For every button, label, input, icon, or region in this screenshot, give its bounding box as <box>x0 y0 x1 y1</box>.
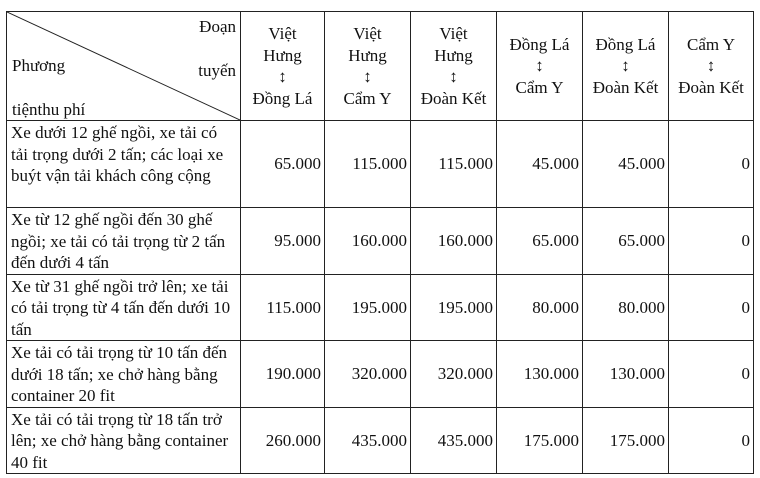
fee-cell: 320.000 <box>325 341 411 408</box>
fee-cell: 160.000 <box>325 208 411 275</box>
fee-cell: 0 <box>669 407 754 474</box>
fee-cell: 115.000 <box>241 274 325 341</box>
fee-cell: 115.000 <box>325 121 411 208</box>
corner-header-cell <box>7 12 241 121</box>
column-header-dong-la-cam-y <box>497 12 583 121</box>
header-text: Đồng Lá <box>252 88 313 108</box>
bidirectional-arrow-icon: ↕ <box>449 67 458 86</box>
table-row <box>7 341 754 408</box>
fee-cell: 435.000 <box>411 407 497 474</box>
bidirectional-arrow-icon: ↕ <box>278 67 287 86</box>
header-text: Việt <box>353 24 382 43</box>
table-row <box>7 274 754 341</box>
vehicle-type-cell: Xe tải có tải trọng từ 18 tấn trở lên; xe chở hàng bằng container 40 fit <box>7 407 241 474</box>
fee-cell: 195.000 <box>411 274 497 341</box>
header-text: Đoàn Kết <box>420 88 487 108</box>
route-axis-label <box>198 16 236 82</box>
fee-cell: 65.000 <box>241 121 325 208</box>
table-row <box>7 407 754 474</box>
fee-cell: 195.000 <box>325 274 411 341</box>
fee-cell: 130.000 <box>583 341 669 408</box>
header-text: Việt <box>268 24 297 43</box>
bidirectional-arrow-icon: ↕ <box>535 56 544 76</box>
fee-cell: 95.000 <box>241 208 325 275</box>
column-header-viet-hung-cam-y <box>325 12 411 121</box>
fee-cell: 45.000 <box>583 121 669 208</box>
vehicle-type-cell: Xe dưới 12 ghế ngồi, xe tải có tải trọng dưới 2 tấn; các loại xe buýt vận tải khách công cộng <box>7 121 241 208</box>
vehicle-type-cell: Xe từ 31 ghế ngồi trở lên; xe tải có tải trọng từ 4 tấn đến dưới 10 tấn <box>7 274 241 341</box>
header-text: Đoàn Kết <box>678 77 744 97</box>
header-text: Đồng Lá <box>595 34 656 54</box>
header-text: Cẩm Y <box>515 77 564 97</box>
fee-cell: 175.000 <box>497 407 583 474</box>
table-row <box>7 121 754 208</box>
vehicle-type-cell: Xe từ 12 ghế ngồi đến 30 ghế ngồi; xe tải có tải trọng từ 2 tấn đến dưới 4 tấn <box>7 208 241 275</box>
fee-cell: 0 <box>669 274 754 341</box>
fee-cell: 435.000 <box>325 407 411 474</box>
header-text: Hưng <box>434 45 473 65</box>
bidirectional-arrow-icon: ↕ <box>706 56 716 76</box>
fee-cell: 260.000 <box>241 407 325 474</box>
column-header-dong-la-doan-ket <box>583 12 669 121</box>
column-header-cam-y-doan-ket <box>669 12 754 121</box>
bidirectional-arrow-icon: ↕ <box>363 67 372 86</box>
vehicle-axis-label <box>12 55 85 121</box>
header-text: Hưng <box>348 45 387 65</box>
route-axis-line: tuyến <box>198 61 236 80</box>
fee-cell: 175.000 <box>583 407 669 474</box>
column-header-viet-hung-dong-la <box>241 12 325 121</box>
column-header-viet-hung-doan-ket <box>411 12 497 121</box>
fee-cell: 80.000 <box>583 274 669 341</box>
fee-cell: 0 <box>669 341 754 408</box>
vehicle-axis-line: tiệnthu phí <box>12 100 86 119</box>
header-text: Cẩm Y <box>343 88 392 108</box>
bidirectional-arrow-icon: ↕ <box>621 56 630 76</box>
fee-cell: 320.000 <box>411 341 497 408</box>
fee-cell: 45.000 <box>497 121 583 208</box>
route-axis-line: Đoạn <box>199 17 236 36</box>
fee-cell: 115.000 <box>411 121 497 208</box>
fee-cell: 160.000 <box>411 208 497 275</box>
table-row <box>7 208 754 275</box>
header-text: Việt <box>439 24 468 43</box>
fee-cell: 0 <box>669 121 754 208</box>
vehicle-type-cell: Xe tải có tải trọng từ 10 tấn đến dưới 18 tấn; xe chở hàng bằng container 20 fit <box>7 341 241 408</box>
fee-cell: 190.000 <box>241 341 325 408</box>
fee-cell: 80.000 <box>497 274 583 341</box>
header-text: Cẩm Y <box>686 34 735 54</box>
toll-fee-table <box>6 11 754 474</box>
vehicle-axis-line: Phương <box>12 56 66 75</box>
fee-cell: 130.000 <box>497 341 583 408</box>
header-text: Đồng Lá <box>509 34 570 54</box>
header-text: Hưng <box>263 45 302 65</box>
fee-cell: 65.000 <box>583 208 669 275</box>
fee-cell: 0 <box>669 208 754 275</box>
header-text: Đoàn Kết <box>592 77 659 97</box>
header-row <box>7 12 754 121</box>
fee-cell: 65.000 <box>497 208 583 275</box>
